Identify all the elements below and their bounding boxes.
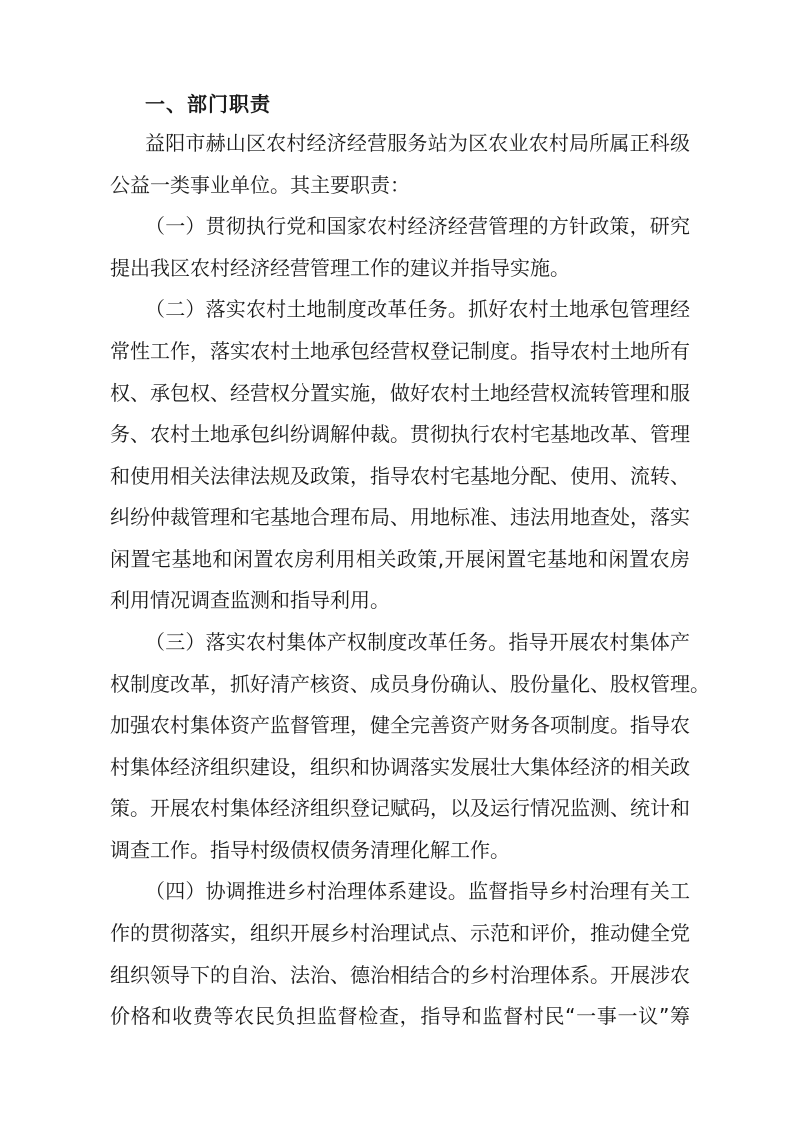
paragraph-line: 权制度改革，抓好清产核资、成员身份确认、股份量化、股权管理。 (110, 672, 710, 696)
paragraph-line: （二）落实农村土地制度改革任务。抓好农村土地承包管理经 (145, 297, 690, 321)
section-heading: 一、部门职责 (145, 92, 271, 116)
paragraph-line: 作的贯彻落实，组织开展乡村治理试点、示范和评价，推动健全党 (110, 921, 690, 945)
paragraph-line: 公益一类事业单位。其主要职责： (110, 173, 410, 197)
paragraph-line: 务、农村土地承包纠纷调解仲裁。贯彻执行农村宅基地改革、管理 (110, 422, 690, 446)
paragraph-line: 价格和收费等农民负担监督检查，指导和监督村民“一事一议”筹 (110, 1004, 690, 1028)
paragraph-line: 纠纷仲裁管理和宅基地合理布局、用地标准、违法用地查处，落实 (110, 505, 690, 529)
paragraph-line: 和使用相关法律法规及政策，指导农村宅基地分配、使用、流转、 (110, 464, 690, 488)
paragraph-line: （三）落实农村集体产权制度改革任务。指导开展农村集体产 (145, 630, 690, 654)
paragraph-line: （一）贯彻执行党和国家农村经济经营管理的方针政策，研究 (145, 214, 690, 238)
paragraph-line: 利用情况调查监测和指导利用。 (110, 588, 390, 612)
paragraph-line: 权、承包权、经营权分置实施，做好农村土地经营权流转管理和服 (110, 381, 690, 405)
paragraph-line: （四）协调推进乡村治理体系建设。监督指导乡村治理有关工 (145, 879, 690, 903)
paragraph-line: 提出我区农村经济经营管理工作的建议并指导实施。 (110, 256, 570, 280)
paragraph-line: 常性工作，落实农村土地承包经营权登记制度。指导农村土地所有 (110, 339, 690, 363)
paragraph-line: 村集体经济组织建设，组织和协调落实发展壮大集体经济的相关政 (110, 755, 690, 779)
paragraph-line: 加强农村集体资产监督管理，健全完善资产财务各项制度。指导农 (110, 713, 690, 737)
paragraph-line: 调查工作。指导村级债权债务清理化解工作。 (110, 838, 510, 862)
paragraph-line: 益阳市赫山区农村经济经营服务站为区农业农村局所属正科级 (145, 131, 690, 155)
paragraph-line: 策。开展农村集体经济组织登记赋码，以及运行情况监测、统计和 (110, 796, 690, 820)
paragraph-line: 组织领导下的自治、法治、德治相结合的乡村治理体系。开展涉农 (110, 963, 690, 987)
paragraph-line: 闲置宅基地和闲置农房利用相关政策,开展闲置宅基地和闲置农房 (110, 547, 690, 571)
